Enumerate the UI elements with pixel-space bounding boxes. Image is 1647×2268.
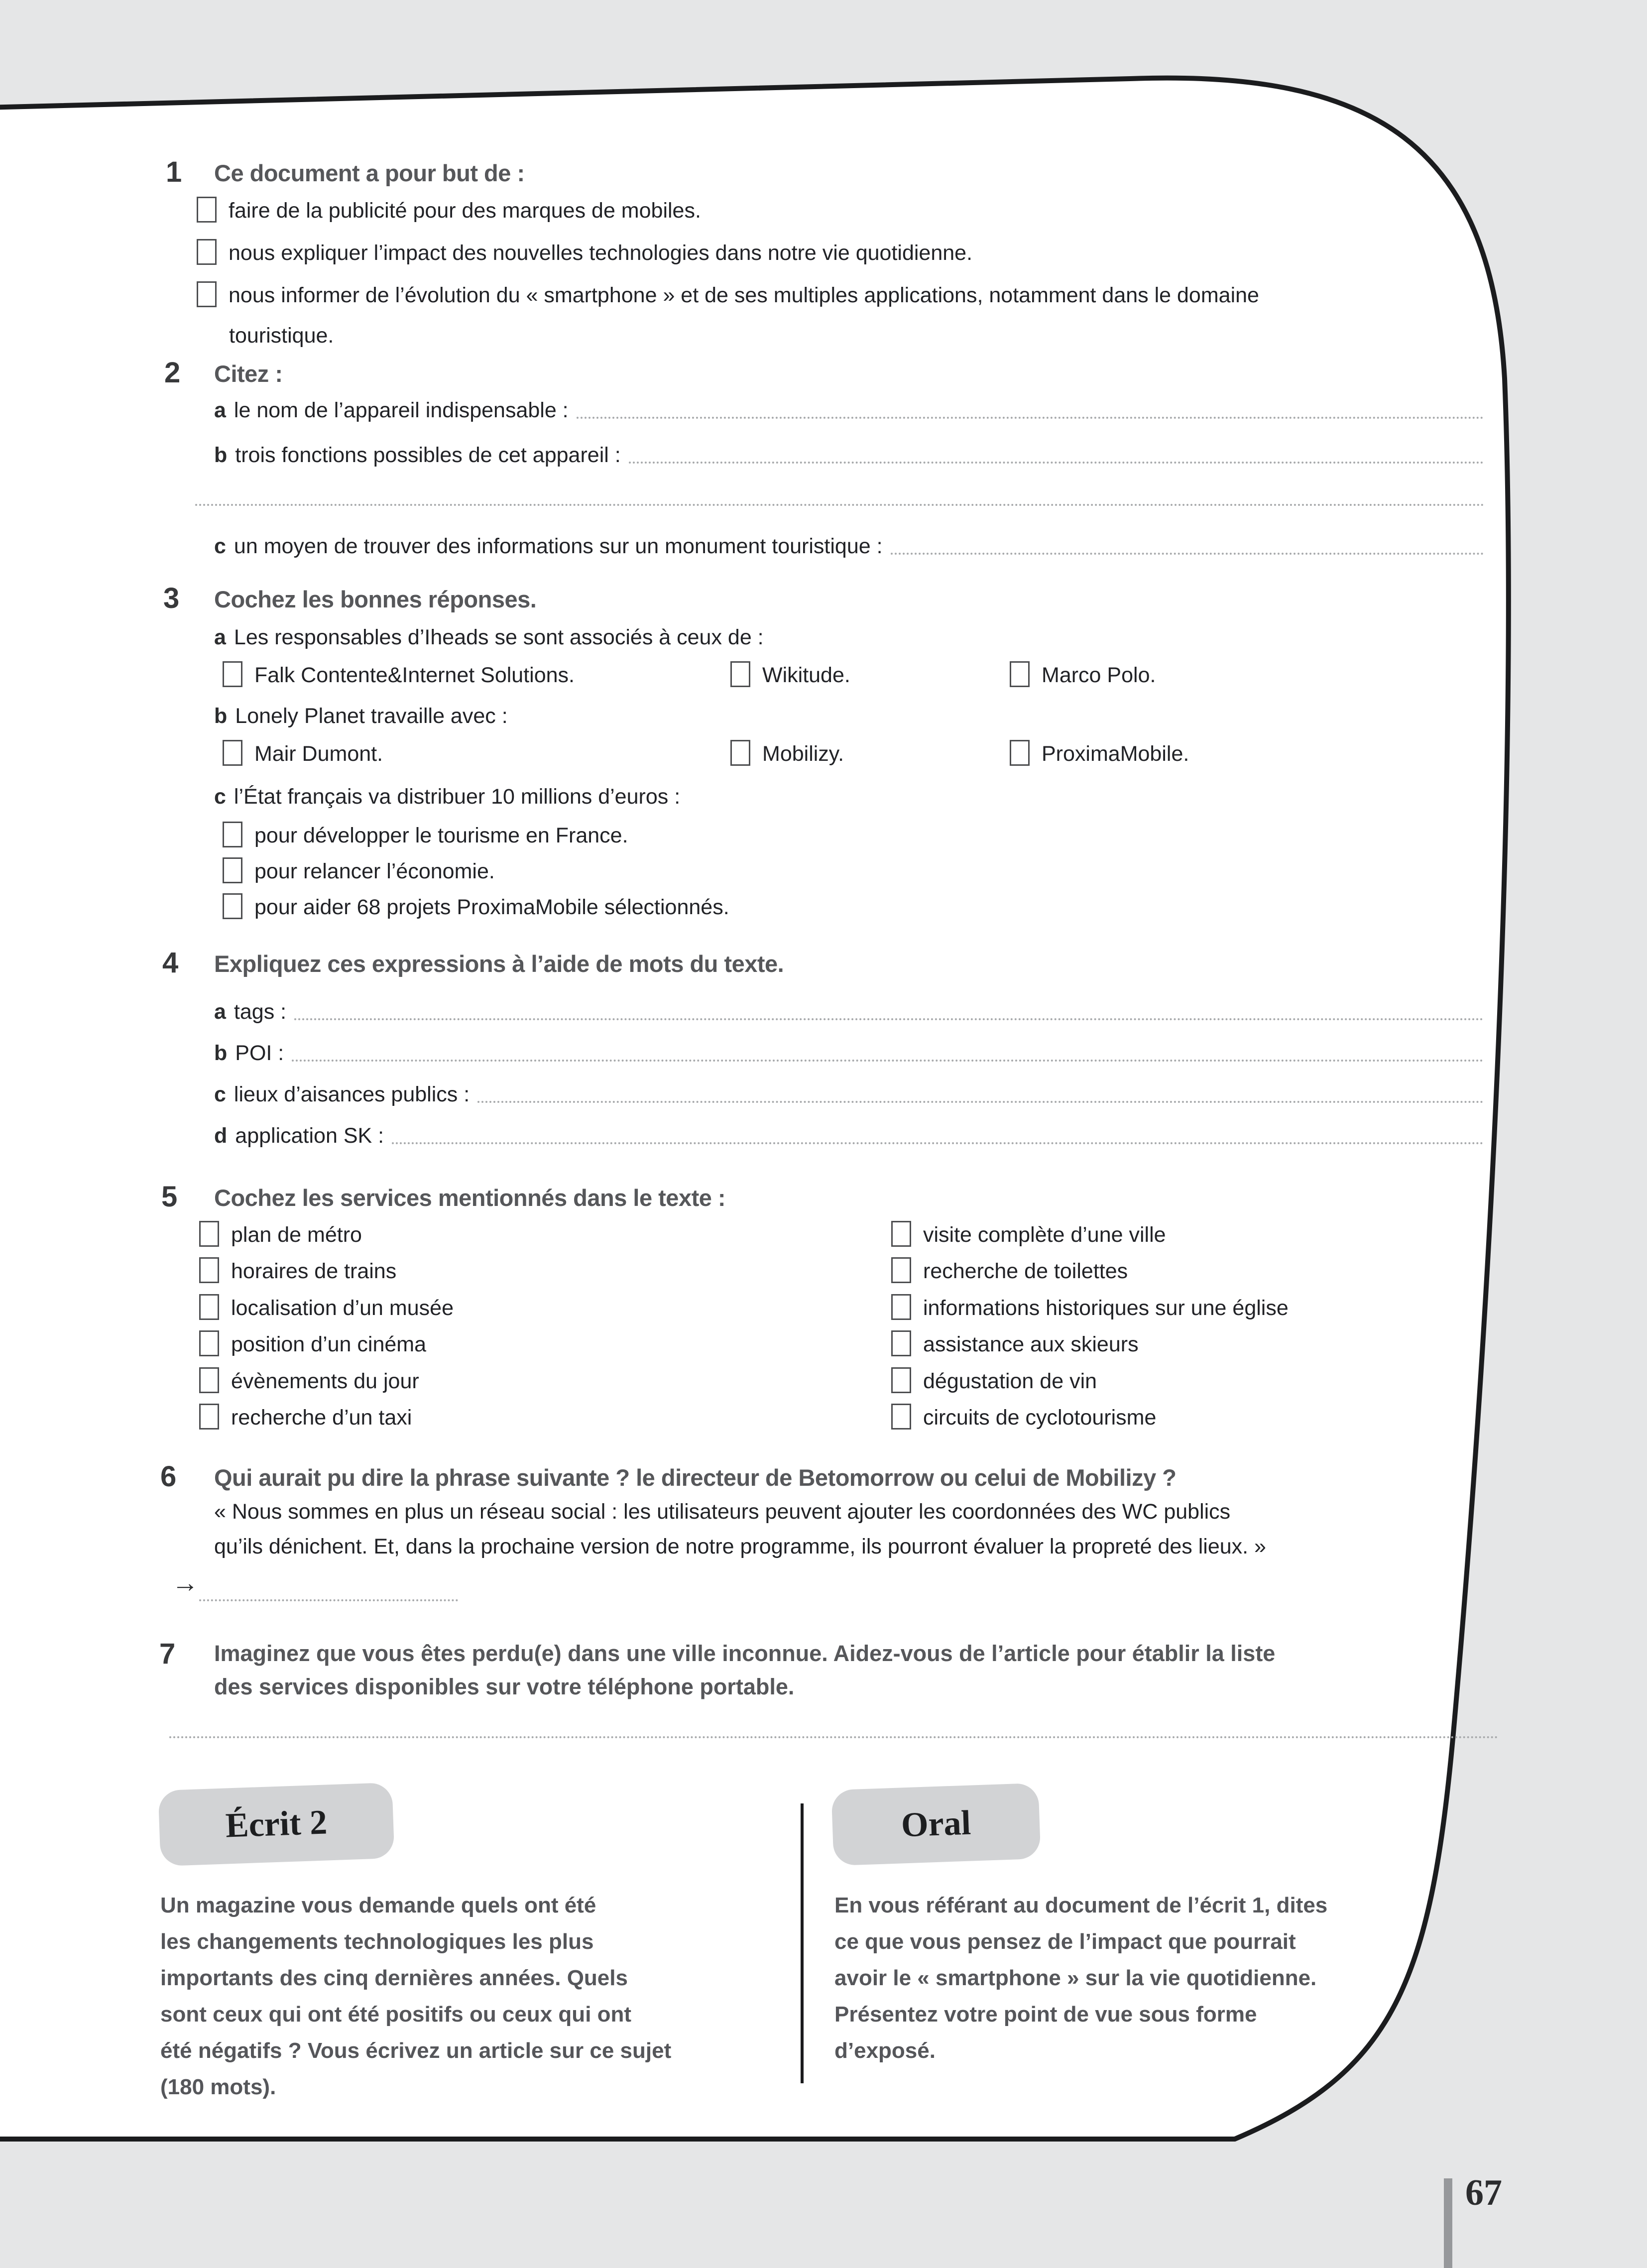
answer-line[interactable] <box>891 553 1484 555</box>
q3-b-intro: b Lonely Planet travaille avec : <box>214 704 508 728</box>
q3-c-option-3: pour aider 68 projets ProximaMobile sélectionnés. <box>223 893 729 920</box>
page-number: 67 <box>1465 2172 1502 2213</box>
checkbox[interactable] <box>891 1330 911 1356</box>
checkbox[interactable] <box>1010 661 1030 687</box>
q6-quote-line-2: qu’ils dénichent. Et, dans la prochaine version de notre programme, ils pourront évaluer la propreté des lieux. » <box>214 1535 1266 1558</box>
q1-option-3-cont: touristique. <box>229 324 334 348</box>
q5-left-1: plan de métro <box>199 1221 362 1247</box>
q4-number: 4 <box>162 947 179 979</box>
q3-a-option-3: Marco Polo. <box>1010 661 1156 688</box>
q6-quote-line-1: « Nous sommes en plus un réseau social : les utilisateurs peuvent ajouter les coordonnées des WC publics <box>214 1500 1231 1524</box>
q4-item-d: d application SK : <box>214 1124 1484 1148</box>
checkbox[interactable] <box>199 1330 219 1356</box>
checkbox[interactable] <box>891 1367 911 1393</box>
q5-left-3: localisation d’un musée <box>199 1294 454 1320</box>
checkbox[interactable] <box>199 1221 219 1247</box>
q3-b-option-1: Mair Dumont. <box>223 740 383 766</box>
ecrit2-line: Un magazine vous demande quels ont été <box>160 1893 596 1917</box>
checkbox[interactable] <box>197 281 217 307</box>
answer-line[interactable] <box>294 1018 1484 1020</box>
answer-line[interactable] <box>477 1101 1484 1103</box>
arrow-icon: → <box>172 1568 199 1598</box>
checkbox[interactable] <box>199 1294 219 1320</box>
oral-line: avoir le « smartphone » sur la vie quotidienne. <box>834 1966 1317 1990</box>
q7-number: 7 <box>159 1638 176 1670</box>
q3-b-option-2: Mobilizy. <box>730 740 844 766</box>
q5-left-2: horaires de trains <box>199 1257 396 1284</box>
q5-left-4: position d’un cinéma <box>199 1330 426 1357</box>
answer-line[interactable] <box>169 1736 1499 1738</box>
oral-line: En vous référant au document de l’écrit 1, dites <box>834 1893 1328 1917</box>
q3-c-intro: c l’État français va distribuer 10 millions d’euros : <box>214 785 681 809</box>
q5-right-3: informations historiques sur une église <box>891 1294 1289 1320</box>
q3-a-option-2: Wikitude. <box>730 661 850 688</box>
column-divider <box>801 1803 804 2083</box>
q1-number: 1 <box>166 156 182 188</box>
q5-right-6: circuits de cyclotourisme <box>891 1404 1156 1430</box>
q5-right-1: visite complète d’une ville <box>891 1221 1166 1247</box>
q5-right-5: dégustation de vin <box>891 1367 1097 1394</box>
checkbox[interactable] <box>730 661 750 687</box>
answer-line[interactable] <box>195 504 1485 506</box>
page-number-bar <box>1444 2178 1452 2268</box>
oral-line: ce que vous pensez de l’impact que pourrait <box>834 1929 1296 1954</box>
q5-right-2: recherche de toilettes <box>891 1257 1128 1284</box>
q2-item-b: b trois fonctions possibles de cet appareil : <box>214 443 1484 468</box>
q3-title: Cochez les bonnes réponses. <box>214 586 537 612</box>
q3-c-option-1: pour développer le tourisme en France. <box>223 822 628 848</box>
answer-line[interactable] <box>199 1599 458 1601</box>
q5-left-6: recherche d’un taxi <box>199 1404 412 1430</box>
checkbox[interactable] <box>197 239 217 265</box>
ecrit2-line: été négatifs ? Vous écrivez un article sur ce sujet <box>160 2038 672 2063</box>
checkbox[interactable] <box>891 1404 911 1430</box>
checkbox[interactable] <box>199 1404 219 1430</box>
answer-line[interactable] <box>292 1060 1484 1062</box>
checkbox[interactable] <box>199 1367 219 1393</box>
checkbox[interactable] <box>891 1294 911 1320</box>
answer-line[interactable] <box>629 462 1484 464</box>
checkbox[interactable] <box>891 1221 911 1247</box>
q5-right-4: assistance aux skieurs <box>891 1330 1139 1357</box>
q2-number: 2 <box>164 357 181 389</box>
checkbox[interactable] <box>223 740 242 766</box>
q4-title: Expliquez ces expressions à l’aide de mots du texte. <box>214 951 784 977</box>
q3-b-option-3: ProximaMobile. <box>1010 740 1189 766</box>
answer-line[interactable] <box>577 417 1484 419</box>
ecrit2-line: sont ceux qui ont été positifs ou ceux qui ont <box>160 2002 632 2027</box>
q2-item-a: a le nom de l’appareil indispensable : <box>214 398 1484 423</box>
oral-text <box>834 1887 1327 2069</box>
checkbox[interactable] <box>199 1257 219 1283</box>
checkbox[interactable] <box>223 661 242 687</box>
q3-c-option-2: pour relancer l’économie. <box>223 857 495 884</box>
q3-a-option-1: Falk Contente&Internet Solutions. <box>223 661 575 688</box>
q1-title: Ce document a pour but de : <box>214 160 525 186</box>
q6-number: 6 <box>160 1460 177 1493</box>
q1-option-2: nous expliquer l’impact des nouvelles technologies dans notre vie quotidienne. <box>197 239 972 265</box>
checkbox[interactable] <box>730 740 750 766</box>
oral-line: d’exposé. <box>834 2038 936 2063</box>
ecrit2-line: les changements technologiques les plus <box>160 1929 594 1954</box>
q4-item-b: b POI : <box>214 1041 1484 1066</box>
q3-a-intro: a Les responsables d’Iheads se sont associés à ceux de : <box>214 625 764 649</box>
q6-title: Qui aurait pu dire la phrase suivante ? le directeur de Betomorrow ou celui de Mobilizy ? <box>214 1464 1176 1491</box>
q5-number: 5 <box>161 1181 178 1213</box>
q4-item-c: c lieux d’aisances publics : <box>214 1082 1484 1107</box>
oral-badge: Oral <box>831 1783 1041 1866</box>
q7-line-2: des services disponibles sur votre téléphone portable. <box>214 1674 795 1699</box>
answer-line[interactable] <box>392 1142 1484 1144</box>
checkbox[interactable] <box>891 1257 911 1283</box>
ecrit2-badge: Écrit 2 <box>158 1783 394 1866</box>
q4-item-a: a tags : <box>214 1000 1484 1024</box>
checkbox[interactable] <box>1010 740 1030 766</box>
oral-line: Présentez votre point de vue sous forme <box>834 2002 1257 2027</box>
q1-option-1: faire de la publicité pour des marques de mobiles. <box>197 197 701 223</box>
ecrit2-line: (180 mots). <box>160 2075 276 2099</box>
checkbox[interactable] <box>197 197 217 223</box>
ecrit2-text <box>160 1887 671 2105</box>
ecrit2-line: importants des cinq dernières années. Quels <box>160 1966 628 1990</box>
checkbox[interactable] <box>223 822 242 847</box>
q5-title: Cochez les services mentionnés dans le texte : <box>214 1185 726 1211</box>
q5-left-5: évènements du jour <box>199 1367 419 1394</box>
q2-title: Citez : <box>214 360 283 387</box>
checkbox[interactable] <box>223 857 242 883</box>
q2-item-c: c un moyen de trouver des informations sur un monument touristique : <box>214 534 1484 559</box>
q1-option-3: nous informer de l’évolution du « smartphone » et de ses multiples applications, notamment dans le domaine <box>197 281 1259 308</box>
q3-number: 3 <box>163 582 180 614</box>
checkbox[interactable] <box>223 893 242 919</box>
q7-line-1: Imaginez que vous êtes perdu(e) dans une ville inconnue. Aidez-vous de l’article pour établir la liste <box>214 1641 1276 1666</box>
